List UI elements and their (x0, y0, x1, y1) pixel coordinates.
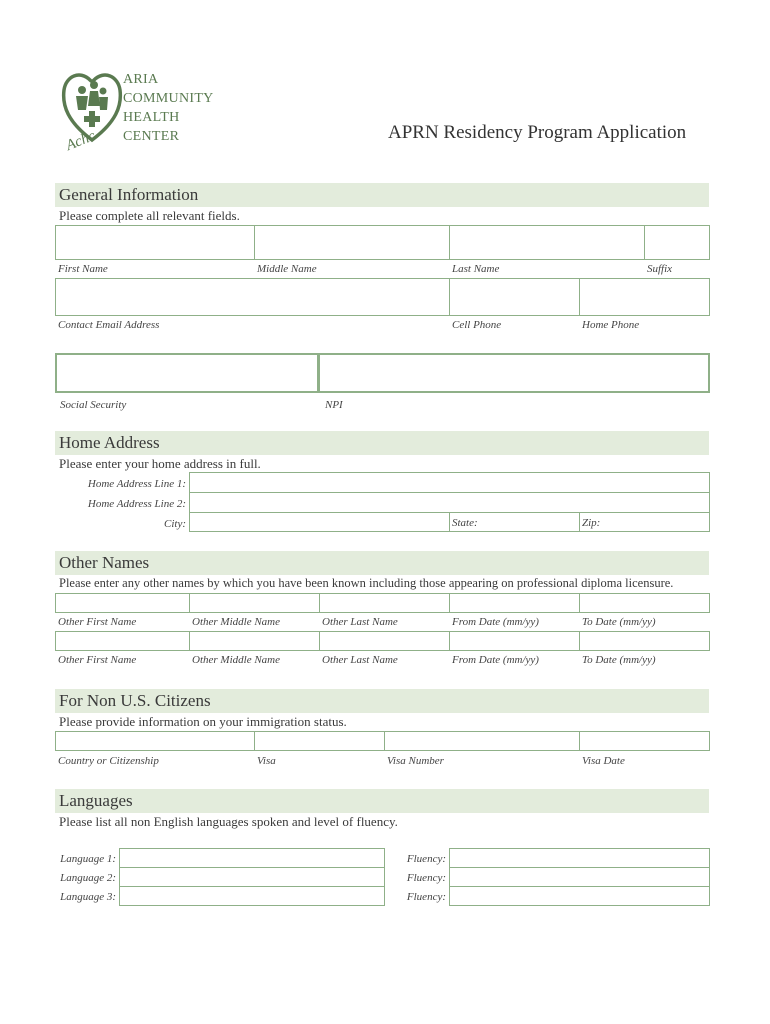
section-title-home: Home Address (59, 433, 160, 452)
other-from-date-label: From Date (mm/yy) (452, 654, 539, 666)
visa-date-label: Visa Date (582, 755, 625, 767)
org-name-line: CENTER (123, 129, 180, 144)
other-last-name-field[interactable] (319, 631, 450, 651)
other-middle-name-label: Other Middle Name (192, 616, 280, 628)
fluency-label: Fluency: (406, 891, 446, 903)
address-line1-field[interactable] (189, 472, 710, 493)
other-middle-name-field[interactable] (189, 631, 320, 651)
first-name-label: First Name (58, 263, 108, 275)
middle-name-label: Middle Name (257, 263, 317, 275)
home-phone-label: Home Phone (582, 319, 640, 331)
first-name-field[interactable] (55, 225, 255, 260)
other-to-date-label: To Date (mm/yy) (582, 616, 656, 628)
other-from-date-field[interactable] (449, 593, 580, 613)
org-name-line: ARIA (123, 72, 159, 87)
section-desc-general: Please complete all relevant fields. (59, 208, 240, 223)
language-label: Language 1: (60, 853, 116, 865)
country-field[interactable] (55, 731, 255, 751)
other-last-name-label: Other Last Name (322, 616, 398, 628)
visa-number-label: Visa Number (387, 755, 444, 767)
fluency-field[interactable] (449, 886, 710, 906)
last-name-field[interactable] (449, 225, 645, 260)
city-field[interactable] (189, 512, 450, 532)
section-title-general: General Information (59, 185, 199, 204)
email-field[interactable] (55, 278, 450, 316)
suffix-field[interactable] (644, 225, 710, 260)
ssn-label: Social Security (60, 399, 127, 411)
org-name-line: COMMUNITY (123, 91, 214, 106)
visa-number-field[interactable] (384, 731, 580, 751)
visa-date-field[interactable] (579, 731, 710, 751)
section-band-other (55, 551, 709, 575)
other-middle-name-label: Other Middle Name (192, 654, 280, 666)
other-first-name-label: Other First Name (58, 616, 137, 628)
form-title: APRN Residency Program Application (388, 122, 687, 143)
other-to-date-field[interactable] (579, 631, 710, 651)
fluency-label: Fluency: (406, 853, 446, 865)
email-label: Contact Email Address (58, 319, 160, 331)
address-line2-label: Home Address Line 2: (87, 498, 186, 510)
logo-initials: Achc (63, 128, 98, 155)
other-first-name-field[interactable] (55, 631, 190, 651)
language-field[interactable] (119, 886, 385, 906)
visa-label: Visa (257, 755, 276, 767)
address-line1-label: Home Address Line 1: (87, 478, 186, 490)
other-to-date-field[interactable] (579, 593, 710, 613)
suffix-label: Suffix (647, 263, 673, 275)
other-from-date-field[interactable] (449, 631, 580, 651)
language-label: Language 2: (60, 872, 116, 884)
section-desc-other: Please enter any other names by which you have been known including those appearing on professional diploma licensure. (59, 576, 674, 590)
other-to-date-label: To Date (mm/yy) (582, 654, 656, 666)
cell-phone-label: Cell Phone (452, 319, 502, 331)
section-desc-noncitizen: Please provide information on your immigration status. (59, 714, 347, 729)
other-first-name-field[interactable] (55, 593, 190, 613)
state-label: State: (452, 517, 478, 529)
other-last-name-field[interactable] (319, 593, 450, 613)
org-name (123, 70, 214, 146)
language-field[interactable] (119, 848, 385, 868)
fluency-label: Fluency: (406, 872, 446, 884)
fluency-field[interactable] (449, 848, 710, 868)
section-title-noncitizen: For Non U.S. Citizens (59, 691, 211, 710)
city-label: City: (164, 518, 186, 530)
org-name-line: HEALTH (123, 110, 180, 125)
other-from-date-label: From Date (mm/yy) (452, 616, 539, 628)
language-field[interactable] (119, 867, 385, 887)
last-name-label: Last Name (452, 263, 500, 275)
section-desc-home: Please enter your home address in full. (59, 456, 261, 471)
section-title-other: Other Names (59, 553, 150, 572)
npi-field[interactable] (318, 353, 710, 393)
middle-name-field[interactable] (254, 225, 450, 260)
visa-field[interactable] (254, 731, 385, 751)
other-first-name-label: Other First Name (58, 654, 137, 666)
address-line2-field[interactable] (189, 492, 710, 513)
cell-phone-field[interactable] (449, 278, 580, 316)
zip-label: Zip: (582, 517, 601, 529)
other-middle-name-field[interactable] (189, 593, 320, 613)
other-last-name-label: Other Last Name (322, 654, 398, 666)
language-label: Language 3: (60, 891, 116, 903)
country-label: Country or Citizenship (58, 755, 159, 767)
ssn-field[interactable] (55, 353, 319, 393)
section-title-languages: Languages (59, 791, 133, 810)
section-desc-languages: Please list all non English languages spoken and level of fluency. (59, 814, 398, 829)
npi-label: NPI (325, 399, 343, 411)
fluency-field[interactable] (449, 867, 710, 887)
section-band-languages (55, 789, 709, 813)
home-phone-field[interactable] (579, 278, 710, 316)
